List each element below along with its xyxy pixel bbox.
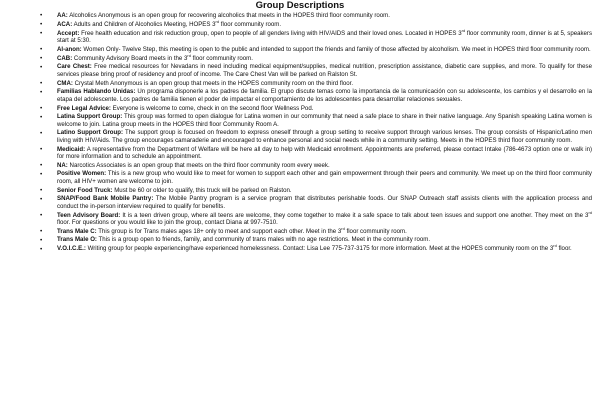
group-name: Free Legal Advice: — [57, 104, 111, 112]
bullet-icon: • — [40, 211, 43, 219]
bullet-icon: • — [40, 227, 43, 235]
group-name: SNAP/Food Bank Mobile Pantry: — [57, 195, 154, 203]
group-description: This is a group open to friends, family, and community of trans males with no age restrictions. Meet in the community room. — [96, 236, 431, 244]
group-description: This group was formed to open dialogue for Latina women in our community that need a safe place to share in their native language. Any Spanish speaking Latina women is welcome to join. Latina group meets in the HOPES third floor Community Room A. — [57, 113, 592, 128]
group-name: Familias Hablando Unidas: — [57, 88, 136, 96]
group-item — [0, 80, 592, 87]
group-name: Teen Advisory Board: — [57, 211, 121, 219]
group-item — [0, 187, 592, 194]
group-item — [0, 245, 592, 252]
group-name: Positive Women: — [57, 170, 107, 178]
bullet-icon: • — [40, 129, 43, 137]
group-name: AA: — [57, 12, 68, 19]
bullet-icon: • — [40, 245, 43, 253]
bullet-icon: • — [40, 113, 43, 121]
bullet-icon: • — [40, 46, 43, 54]
group-description: Free medical resources for Nevadans in need including medical equipment/supplies, medical nutrition, prescription assistance, diabetic care supplies, and more. To qualify for these services please bring proof of residency and proof of income. The Care Chest Van will be parked on Ralston St. — [57, 63, 592, 78]
group-description: Adults and Children of Alcoholics Meeting, HOPES 3rd floor community room. — [72, 18, 282, 28]
group-item — [0, 170, 592, 185]
group-name: Accept: — [57, 29, 80, 37]
group-description: The Mobile Pantry program is a service program that distributes perishable foods. Our SNAP Outreach staff assists clients with the application process and conduct the in-person interview required to qualify for benefits. — [57, 195, 592, 210]
group-name: Senior Food Truck: — [57, 186, 113, 194]
group-item — [0, 63, 592, 78]
group-name: Latino Support Group: — [57, 129, 124, 137]
group-description: Must be 60 or older to qualify, this truck will be parked on Ralston. — [112, 186, 292, 194]
group-name: CMA: — [57, 79, 73, 87]
bullet-icon: • — [40, 88, 43, 96]
group-description: It is a teen driven group, where all teens are welcome, they come together to make it a safe space to talk about teen issues and support one another. They meet on the 3rd floor. For questions or you would like to join the group, contact Diana at 997-7510. — [57, 209, 592, 226]
bullet-icon: • — [40, 161, 43, 169]
group-description: Crystal Meth Anonymous is an open group that meets in the HOPES community room on the third floor. — [72, 79, 354, 87]
group-description: Narcotics Associates is an open group that meets on the third floor community room every week. — [67, 161, 330, 169]
group-item — [0, 88, 592, 103]
group-name: Al-anon: — [57, 45, 82, 53]
group-item — [0, 129, 592, 144]
group-description: Free health education and risk reduction group, open to people of all genders living with HIV/AIDS and their loved ones. Located in HOPES 3rd floor community room, dinner is at 5, speakers start at 5:30. — [57, 27, 592, 44]
group-item — [0, 46, 592, 53]
bullet-icon: • — [40, 29, 43, 37]
bullet-icon: • — [40, 195, 43, 203]
group-item — [0, 195, 592, 210]
group-description: Alcoholics Anonymous is an open group for recovering alcoholics that meets in the HOPES third floor community room. — [67, 12, 390, 19]
group-description: The support group is focused on freedom to express oneself through a group setting to receive support through various lenses. The group consists of Hispanic/Latino men living with HIV/Aids. The group encourages camaraderie and encouraged to enhance personal and social needs while in a community setting. Meets in the HOPES third floor community room. — [57, 129, 593, 144]
group-name: NA: — [57, 161, 68, 169]
group-description: Un programa disponerle a los padres de familia. El grupo discute temas como la importancia de la comunicación con su adolescente, los cambios y el desarrollo en la etapa del adolescente. Los padres de familia tienen el poder de impactar el comportamiento de los adolescentes para desarrollar relaciones sexuales. — [57, 88, 592, 103]
group-name: Trans Male C: — [57, 227, 97, 235]
group-description: Everyone is welcome to come, check in on the second floor Wellness Pod. — [110, 104, 314, 112]
group-item — [0, 146, 592, 161]
bullet-icon: • — [40, 170, 43, 178]
group-item — [0, 12, 592, 19]
group-item — [0, 52, 592, 62]
group-description: This group is for Trans males ages 18+ only to meet and support each other. Meet in the 3rd floor community room. — [96, 225, 407, 235]
group-item — [0, 105, 592, 112]
page-title: Group Descriptions — [255, 0, 345, 11]
bullet-icon: • — [40, 236, 43, 244]
group-item — [0, 225, 592, 235]
bullet-icon: • — [40, 12, 43, 20]
bullet-icon: • — [40, 63, 43, 71]
bullet-icon: • — [40, 104, 43, 112]
group-name: ACA: — [57, 20, 73, 28]
bullet-icon: • — [40, 145, 43, 153]
group-name: Medicaid: — [57, 145, 86, 153]
group-description: A representative from the Department of Welfare will be here all day to help with Medicaid enrollment. Appointments are preferred, please contact Intake (786-4673 option one or walk in) for more information and to schedule an appointment. — [57, 145, 592, 160]
group-item — [0, 18, 592, 29]
bullet-icon: • — [40, 79, 43, 87]
bullet-icon: • — [40, 54, 43, 62]
group-item — [0, 113, 592, 128]
group-item — [0, 236, 592, 243]
group-name: V.O.I.C.E.: — [57, 245, 86, 253]
group-name: Trans Male O: — [57, 236, 97, 244]
group-item — [0, 162, 592, 169]
group-name: CAB: — [57, 54, 73, 62]
bullet-icon: • — [40, 186, 43, 194]
group-name: Latina Support Group: — [57, 113, 123, 121]
group-description: Community Advisory Board meets in the 3rd floor community room. — [72, 52, 253, 62]
group-list — [0, 12, 600, 253]
group-item — [0, 209, 592, 227]
group-description: Writing group for people experiencing/have experienced homelessness. Contact: Lisa Lee 775-737-3175 for more information. Meet at the HOPES community room on the 3rd floor. — [85, 243, 572, 253]
group-name: Care Chest: — [57, 63, 92, 71]
group-description: Women Only- Twelve Step, this meeting is open to the public and intended to support the friends and family of those affected by alcoholism. We meet in HOPES third floor community room. — [81, 45, 591, 53]
bullet-icon: • — [40, 21, 43, 29]
group-item — [0, 27, 592, 45]
group-description: This is a new group who would like to meet for women to support each other and gain empowerment through their peers and community. We meet up on the third floor community room, all HIV+ women are welcome to join. — [57, 170, 592, 185]
